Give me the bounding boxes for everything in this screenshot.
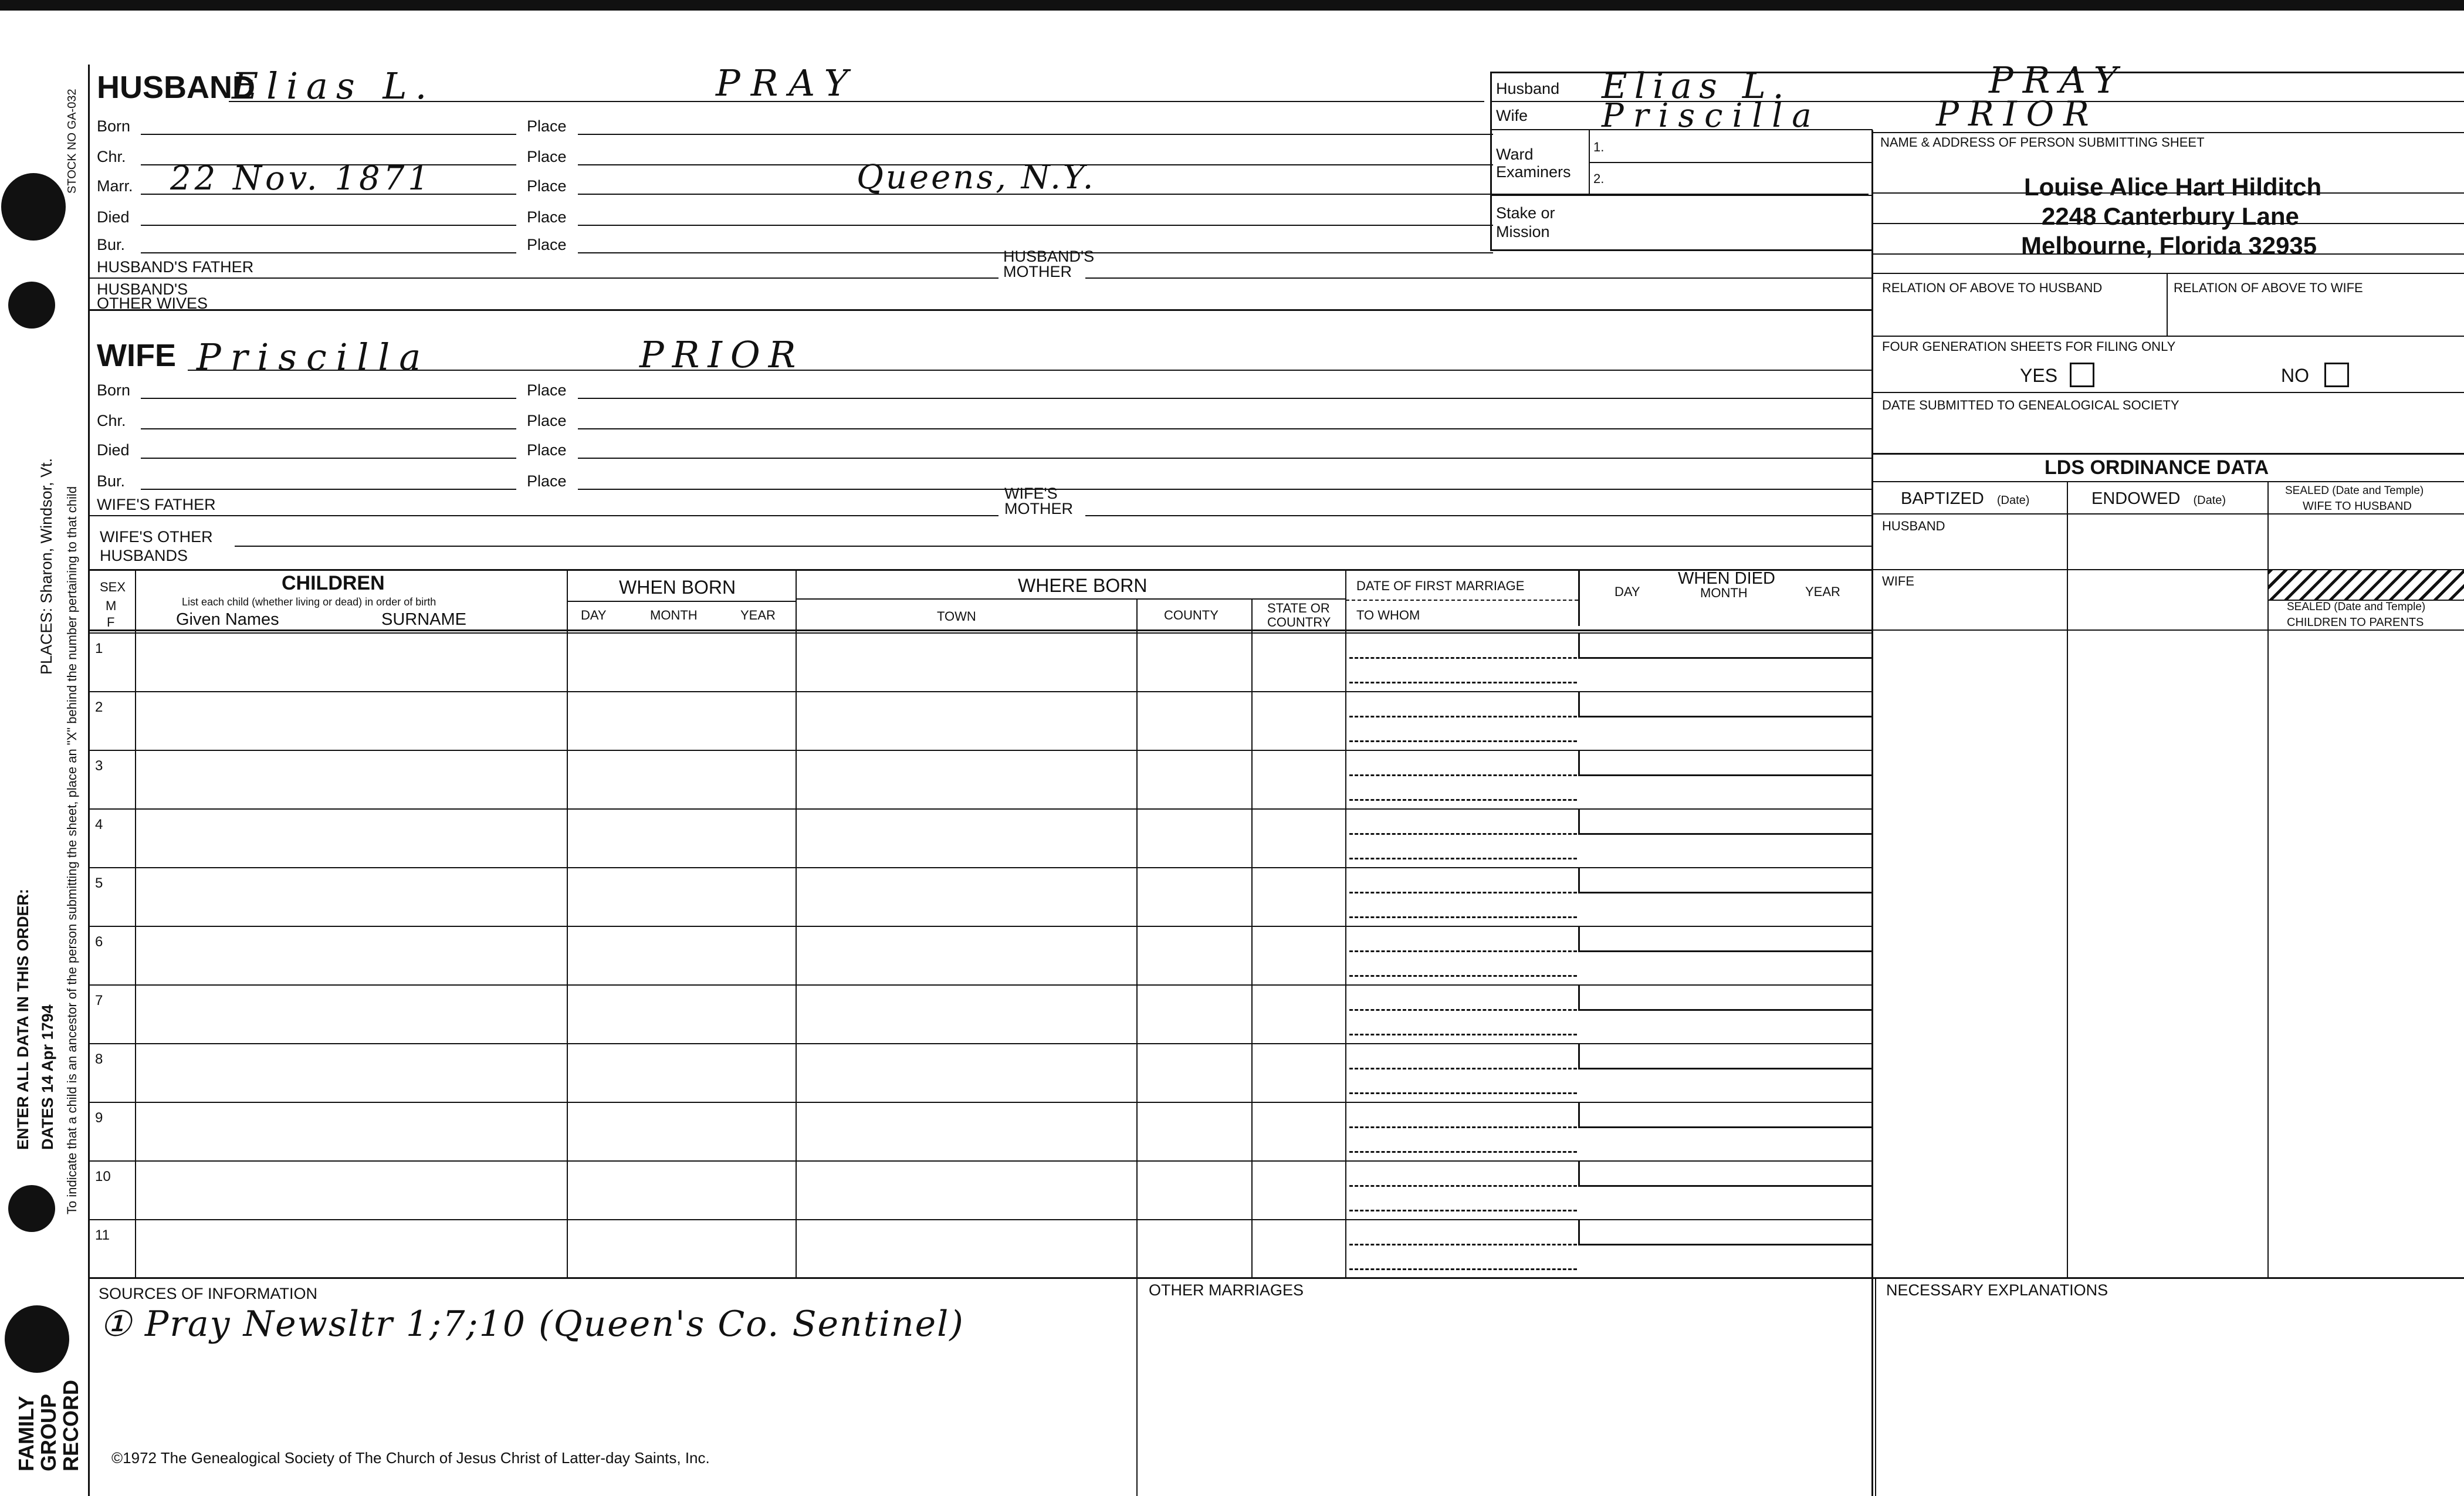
husband-section-bottom bbox=[89, 309, 1873, 311]
header-wife-line bbox=[1491, 129, 1873, 130]
husband-heading: HUSBAND bbox=[97, 70, 255, 105]
binder-hole bbox=[8, 1185, 55, 1232]
child-row-number: 2 bbox=[95, 699, 103, 715]
child-row-number: 11 bbox=[95, 1227, 110, 1243]
child-died-line bbox=[1578, 1185, 1871, 1187]
col-line-died bbox=[1578, 570, 1580, 626]
child-died-line bbox=[1578, 892, 1871, 893]
wife-given-name: Priscilla bbox=[197, 336, 431, 378]
lds-col-div-2 bbox=[2267, 482, 2269, 1277]
child-row-number: 5 bbox=[95, 875, 103, 891]
submitter-line-2 bbox=[1873, 223, 2464, 224]
wife-chr-label: Chr. bbox=[97, 412, 126, 429]
col-town: TOWN bbox=[937, 609, 976, 624]
stake-mission-label-2: Mission bbox=[1496, 223, 1550, 241]
child-died-line bbox=[1578, 833, 1871, 835]
child-died-line bbox=[1578, 1068, 1871, 1069]
col-born-day: DAY bbox=[581, 608, 607, 622]
col-died-year: YEAR bbox=[1805, 584, 1840, 599]
family-group-record-1: FAMILY bbox=[14, 1396, 38, 1471]
col-sex-f: F bbox=[107, 615, 115, 629]
child-row-line bbox=[89, 691, 1873, 692]
col-line-marriage bbox=[1345, 570, 1346, 1277]
lds-husband-row-label: HUSBAND bbox=[1882, 519, 1945, 533]
child-died-divider bbox=[1578, 808, 1580, 834]
child-died-line bbox=[1578, 774, 1871, 776]
wifes-other-husbands-line bbox=[235, 546, 1871, 547]
wife-died-line bbox=[141, 458, 516, 459]
child-died-divider bbox=[1578, 867, 1580, 893]
col-surname: SURNAME bbox=[381, 610, 467, 629]
wife-born-label: Born bbox=[97, 381, 131, 399]
where-born-subheader-line bbox=[797, 598, 1345, 600]
wifes-mother-label-1: WIFE'S bbox=[1004, 485, 1058, 502]
wifes-mother-label-2: MOTHER bbox=[1004, 500, 1073, 517]
husbands-father-label: HUSBAND'S FATHER bbox=[97, 258, 254, 276]
husband-died-place-line bbox=[578, 225, 1493, 226]
husband-given-name: Elias L. bbox=[232, 65, 435, 107]
husbands-father-line bbox=[89, 277, 999, 279]
lds-col-div-1 bbox=[2067, 482, 2068, 1277]
col-line-born bbox=[796, 570, 797, 1277]
family-group-record-2: GROUP bbox=[36, 1393, 60, 1471]
lds-sealed-wife-label-2: WIFE TO HUSBAND bbox=[2303, 500, 2412, 513]
four-gen-box-bottom bbox=[1873, 392, 2464, 393]
lds-endowed-label bbox=[2091, 489, 2226, 509]
relation-box-bottom bbox=[1873, 336, 2464, 337]
binder-hole bbox=[1, 173, 66, 241]
wife-name-line bbox=[188, 370, 1871, 371]
four-gen-no-label: NO bbox=[2281, 365, 2309, 386]
child-died-line bbox=[1578, 657, 1871, 659]
lds-wife-row-bottom bbox=[1873, 629, 2464, 631]
husband-marriage-place: Queens, N.Y. bbox=[857, 158, 1096, 197]
examiner-2-num: 2. bbox=[1593, 171, 1605, 186]
header-box-left bbox=[1490, 72, 1492, 251]
ward-examiners-label-1: Ward bbox=[1496, 145, 1534, 163]
wifes-father-label: WIFE'S FATHER bbox=[97, 496, 216, 513]
husband-marriage-date: 22 Nov. 1871 bbox=[170, 160, 432, 198]
lds-sealed-children-label-1: SEALED (Date and Temple) bbox=[2287, 601, 2426, 613]
places-note: PLACES: Sharon, Windsor, Vt. bbox=[38, 458, 55, 675]
child-marriage-dash bbox=[1349, 774, 1577, 776]
lds-hatched-cell bbox=[2269, 570, 2464, 600]
stake-mission-label-1: Stake or bbox=[1496, 204, 1555, 222]
child-marriage-dash bbox=[1349, 1151, 1577, 1153]
wifes-other-husbands-label-1: WIFE'S OTHER bbox=[100, 528, 213, 546]
header-wife-given: Priscilla bbox=[1602, 97, 1821, 135]
child-marriage-dash bbox=[1349, 1034, 1577, 1035]
child-died-divider bbox=[1578, 1043, 1580, 1069]
col-children-note: List each child (whether living or dead) in order of birth bbox=[182, 596, 436, 608]
husband-died-place-label: Place bbox=[527, 208, 567, 226]
header-wife-surname: PRIOR bbox=[1936, 94, 2099, 134]
lds-sealed-children-label-2: CHILDREN TO PARENTS bbox=[2287, 616, 2424, 629]
wife-chr-place-line bbox=[578, 428, 1871, 429]
wife-bur-label: Bur. bbox=[97, 472, 126, 490]
children-header-bottom bbox=[89, 629, 1873, 631]
lds-sealed-wife-label-1: SEALED (Date and Temple) bbox=[2285, 485, 2424, 497]
header-wife-line-right bbox=[1871, 132, 2464, 133]
child-row-line bbox=[89, 867, 1873, 868]
husband-marr-label: Marr. bbox=[97, 177, 133, 195]
child-died-line bbox=[1578, 716, 1871, 717]
child-marriage-dash bbox=[1349, 716, 1577, 717]
col-line-sex bbox=[135, 570, 136, 1277]
submitter-city: Melbourne, Florida 32935 bbox=[2021, 232, 2317, 259]
child-row-number: 8 bbox=[95, 1051, 103, 1067]
child-died-divider bbox=[1578, 691, 1580, 717]
other-marriages-label: OTHER MARRIAGES bbox=[1149, 1281, 1304, 1299]
submitter-line-3 bbox=[1873, 253, 2464, 255]
child-marriage-dash bbox=[1349, 1268, 1577, 1270]
child-died-line bbox=[1578, 1009, 1871, 1011]
child-died-divider bbox=[1578, 926, 1580, 952]
child-row-line bbox=[89, 808, 1873, 810]
child-marriage-dash bbox=[1349, 1009, 1577, 1011]
husband-born-label: Born bbox=[97, 117, 131, 135]
child-row-number: 7 bbox=[95, 993, 103, 1008]
husband-surname: PRAY bbox=[716, 62, 859, 104]
col-born-month: MONTH bbox=[650, 608, 698, 622]
child-marriage-dash bbox=[1349, 892, 1577, 893]
binder-hole bbox=[8, 282, 55, 329]
child-marriage-dash bbox=[1349, 657, 1577, 659]
col-sex-label: SEX bbox=[100, 580, 126, 594]
header-husband-surname: PRAY bbox=[1989, 59, 2127, 101]
husband-bur-label: Bur. bbox=[97, 236, 126, 253]
col-died-month: MONTH bbox=[1700, 585, 1748, 600]
bottom-section-top bbox=[89, 1277, 2464, 1279]
top-border bbox=[0, 0, 2464, 11]
husband-born-place-label: Place bbox=[527, 117, 567, 135]
wife-bur-place-label: Place bbox=[527, 472, 567, 490]
husband-born-place-line bbox=[578, 134, 1493, 135]
header-wife-label: Wife bbox=[1496, 107, 1528, 124]
col-when-died: WHEN DIED bbox=[1678, 569, 1775, 588]
examiner-1-num: 1. bbox=[1593, 140, 1605, 154]
sources-text: ① Pray Newsltr 1;7;10 (Queen's Co. Sentinel) bbox=[100, 1304, 964, 1345]
husband-chr-place-label: Place bbox=[527, 148, 567, 165]
child-died-divider bbox=[1578, 1102, 1580, 1128]
child-row-number: 9 bbox=[95, 1110, 103, 1126]
husbands-other-wives-label-1: HUSBAND'S bbox=[97, 280, 188, 298]
ward-examiners-label-2: Examiners bbox=[1496, 163, 1571, 181]
wife-chr-place-label: Place bbox=[527, 412, 567, 429]
lds-wife-row-label: WIFE bbox=[1882, 574, 1914, 588]
child-marriage-dash bbox=[1349, 1244, 1577, 1245]
wife-born-line bbox=[141, 398, 516, 399]
husband-born-line bbox=[141, 134, 516, 135]
child-marriage-dash bbox=[1349, 740, 1577, 742]
wife-bur-place-line bbox=[578, 489, 1871, 490]
col-first-marriage: DATE OF FIRST MARRIAGE bbox=[1356, 578, 1525, 593]
child-marriage-dash bbox=[1349, 799, 1577, 801]
lds-endowed-text: ENDOWED bbox=[2091, 489, 2181, 508]
wifes-father-line bbox=[89, 515, 999, 516]
header-husband-given: Elias L. bbox=[1602, 66, 1791, 107]
child-died-divider bbox=[1578, 750, 1580, 776]
child-row-line bbox=[89, 1102, 1873, 1103]
husband-died-label: Died bbox=[97, 208, 130, 226]
husbands-mother-label-2: MOTHER bbox=[1003, 263, 1072, 280]
when-born-subheader-line bbox=[568, 601, 797, 602]
col-sex-m: M bbox=[106, 598, 117, 613]
husbands-other-wives-label-2: OTHER WIVES bbox=[97, 295, 208, 312]
husband-chr-label: Chr. bbox=[97, 148, 126, 165]
child-marriage-dash bbox=[1349, 950, 1577, 952]
lds-header-bottom bbox=[1873, 513, 2464, 515]
wife-surname: PRIOR bbox=[639, 333, 804, 376]
family-group-record-3: RECORD bbox=[59, 1379, 83, 1471]
col-died-day: DAY bbox=[1615, 584, 1640, 599]
child-died-line bbox=[1578, 1126, 1871, 1128]
wife-born-place-label: Place bbox=[527, 381, 567, 399]
child-row-line bbox=[89, 984, 1873, 986]
submitter-box-bottom bbox=[1873, 273, 2464, 274]
child-marriage-dash bbox=[1349, 1210, 1577, 1211]
col-line-state bbox=[1251, 600, 1253, 1277]
wife-died-place-line bbox=[578, 458, 1871, 459]
col-to-whom: TO WHOM bbox=[1356, 608, 1420, 622]
submitter-name: Louise Alice Hart Hilditch bbox=[2024, 173, 2322, 201]
child-marriage-dash bbox=[1349, 682, 1577, 683]
examiner-box-bottom bbox=[1491, 195, 1873, 196]
child-marriage-dash bbox=[1349, 858, 1577, 859]
stock-number: STOCK NO GA-032 bbox=[66, 89, 79, 194]
husband-bur-line bbox=[141, 252, 516, 253]
wifes-other-husbands-label-2: HUSBANDS bbox=[100, 547, 188, 564]
lds-baptized-label bbox=[1901, 489, 2029, 509]
child-died-divider bbox=[1578, 984, 1580, 1010]
child-row-line bbox=[89, 1219, 1873, 1220]
wife-died-label: Died bbox=[97, 441, 130, 459]
relation-wife-label: RELATION OF ABOVE TO WIFE bbox=[2174, 280, 2363, 295]
relation-husband-label: RELATION OF ABOVE TO HUSBAND bbox=[1882, 280, 2103, 295]
binder-hole bbox=[5, 1305, 69, 1373]
husband-marr-place-label: Place bbox=[527, 177, 567, 195]
child-row-line bbox=[89, 1043, 1873, 1044]
lds-endowed-date-text: (Date) bbox=[2193, 494, 2226, 507]
enter-all-note: ENTER ALL DATA IN THIS ORDER: bbox=[14, 889, 32, 1150]
copyright: ©1972 The Genealogical Society of The Church of Jesus Christ of Latter-day Saints, Inc. bbox=[111, 1449, 710, 1467]
husband-bur-place-label: Place bbox=[527, 236, 567, 253]
child-row-line bbox=[89, 926, 1873, 927]
husbands-mother-line bbox=[1085, 277, 1871, 279]
wifes-mother-line bbox=[1085, 515, 1871, 516]
col-state-1: STATE OR bbox=[1267, 601, 1330, 615]
col-county: COUNTY bbox=[1164, 608, 1219, 622]
four-generation-label: FOUR GENERATION SHEETS FOR FILING ONLY bbox=[1882, 339, 2176, 354]
child-row-number: 4 bbox=[95, 817, 103, 832]
form-left-border bbox=[88, 65, 90, 1496]
col-born-year: YEAR bbox=[740, 608, 776, 622]
col-children-title: CHILDREN bbox=[282, 572, 385, 594]
lds-baptized-text: BAPTIZED bbox=[1901, 489, 1984, 508]
col-state-2: COUNTRY bbox=[1267, 615, 1331, 629]
child-row-number: 10 bbox=[95, 1169, 111, 1184]
necessary-explanations-label: NECESSARY EXPLANATIONS bbox=[1886, 1281, 2108, 1299]
child-row-line bbox=[89, 750, 1873, 751]
child-row-line bbox=[89, 1160, 1873, 1162]
children-header-bottom-2 bbox=[89, 632, 1873, 634]
relation-divider bbox=[2167, 274, 2168, 336]
wife-section-bottom bbox=[89, 569, 1873, 571]
child-marriage-dash bbox=[1349, 916, 1577, 918]
husbands-mother-label-1: HUSBAND'S bbox=[1003, 248, 1095, 265]
four-gen-no-checkbox[interactable] bbox=[2324, 363, 2349, 387]
child-marriage-dash bbox=[1349, 1092, 1577, 1094]
child-row-number: 1 bbox=[95, 641, 103, 656]
child-died-divider bbox=[1578, 1160, 1580, 1186]
child-marriage-dash bbox=[1349, 833, 1577, 835]
submitter-street: 2248 Canterbury Lane bbox=[2042, 202, 2299, 230]
header-husband-label: Husband bbox=[1496, 80, 1560, 97]
first-marriage-header-dash bbox=[1346, 600, 1578, 601]
child-row-number: 6 bbox=[95, 934, 103, 950]
wife-bur-line bbox=[141, 489, 516, 490]
bottom-divider-2 bbox=[1875, 1277, 1876, 1496]
child-marriage-dash bbox=[1349, 1126, 1577, 1128]
col-given-names: Given Names bbox=[176, 610, 279, 629]
child-marriage-dash bbox=[1349, 1068, 1577, 1069]
examiner-1-line bbox=[1589, 162, 1873, 163]
submitter-label: NAME & ADDRESS OF PERSON SUBMITTING SHEET bbox=[1880, 135, 2205, 150]
dates-note: DATES 14 Apr 1794 bbox=[39, 1004, 56, 1150]
submitter-line-1 bbox=[1873, 192, 2464, 194]
child-died-divider bbox=[1578, 1219, 1580, 1245]
child-marriage-dash bbox=[1349, 975, 1577, 977]
date-submitted-bottom bbox=[1873, 453, 2464, 455]
child-row-number: 3 bbox=[95, 758, 103, 774]
lds-title: LDS ORDINANCE DATA bbox=[2045, 456, 2269, 479]
wife-chr-line bbox=[141, 428, 516, 429]
child-ancestor-note: To indicate that a child is an ancestor of the person submitting the sheet, place an "X" behind the number pertaining to that child bbox=[65, 486, 79, 1214]
wife-born-place-line bbox=[578, 398, 1871, 399]
four-gen-yes-label: YES bbox=[2020, 365, 2058, 386]
husband-name-line bbox=[229, 101, 1484, 102]
date-submitted-label: DATE SUBMITTED TO GENEALOGICAL SOCIETY bbox=[1882, 398, 2179, 412]
col-line-county bbox=[1136, 600, 1138, 1277]
husband-died-line bbox=[141, 225, 516, 226]
lds-baptized-date-text: (Date) bbox=[1996, 494, 2030, 507]
bottom-divider-1 bbox=[1136, 1277, 1138, 1496]
wife-died-place-label: Place bbox=[527, 441, 567, 459]
child-marriage-dash bbox=[1349, 1185, 1577, 1187]
col-when-born: WHEN BORN bbox=[619, 577, 736, 598]
sources-label: SOURCES OF INFORMATION bbox=[99, 1285, 318, 1302]
wife-heading: WIFE bbox=[97, 338, 176, 373]
child-died-divider bbox=[1578, 632, 1580, 658]
header-box-bottom bbox=[1490, 249, 1873, 251]
four-gen-yes-checkbox[interactable] bbox=[2070, 363, 2094, 387]
child-died-line bbox=[1578, 1244, 1871, 1245]
child-died-line bbox=[1578, 950, 1871, 952]
col-line-name bbox=[567, 570, 568, 1277]
col-where-born: WHERE BORN bbox=[1018, 575, 1148, 596]
lds-title-bottom bbox=[1873, 481, 2464, 482]
